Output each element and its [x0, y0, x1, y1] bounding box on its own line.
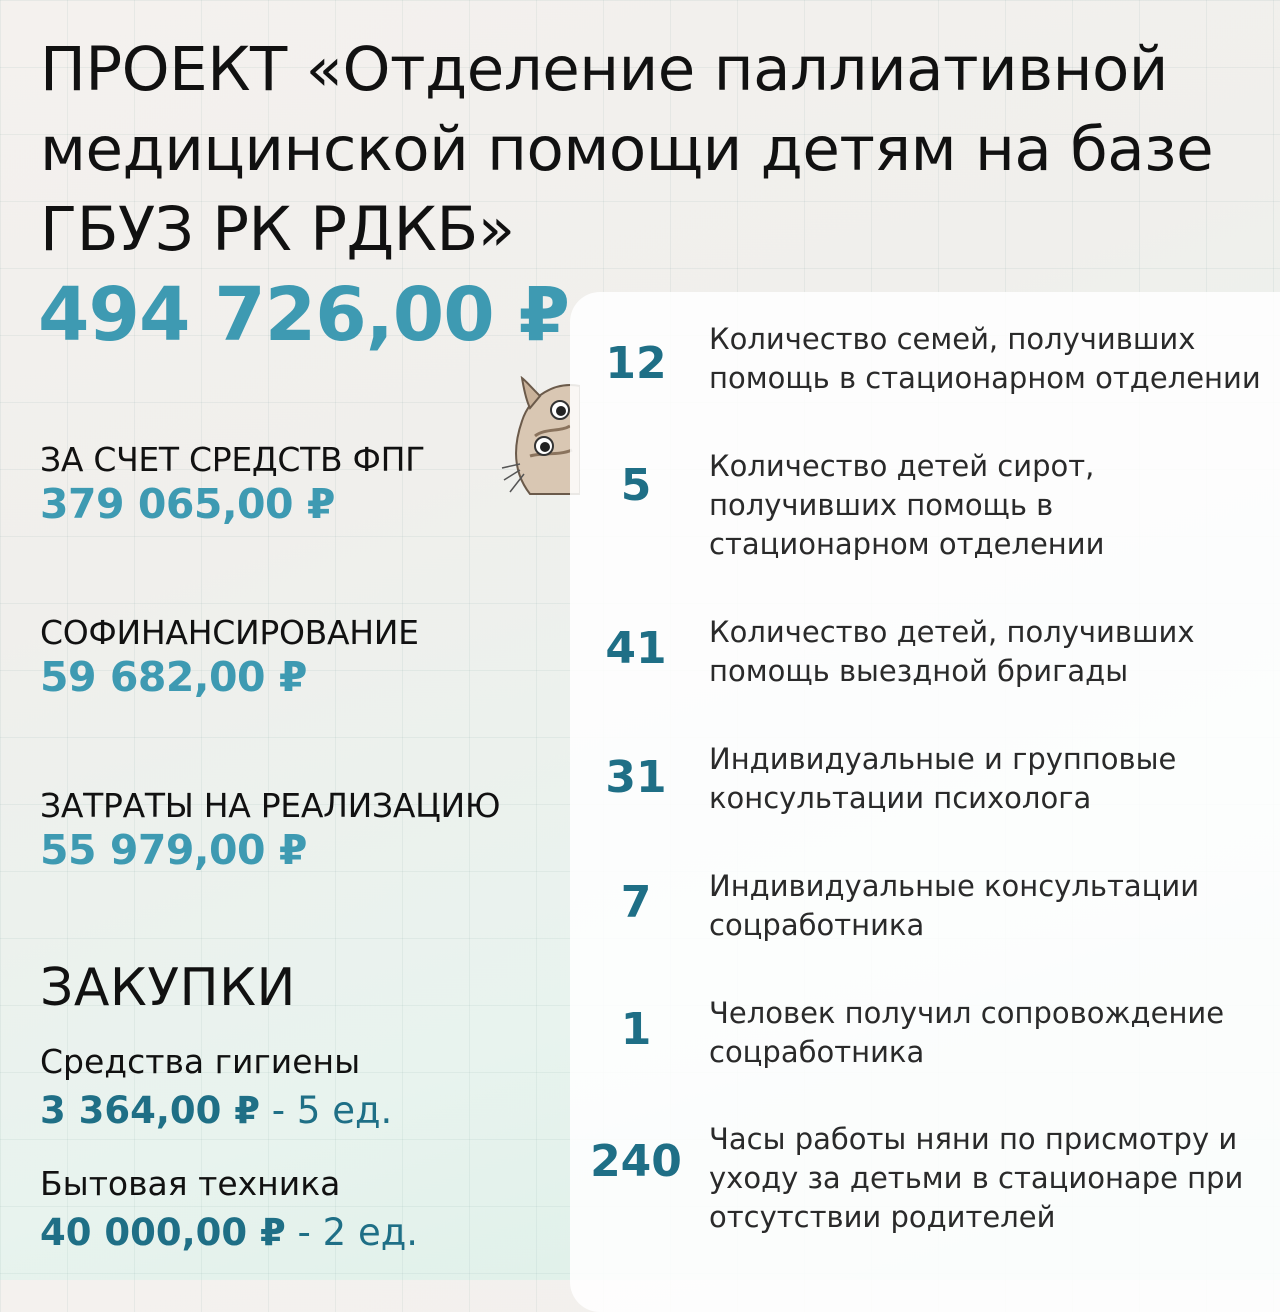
- stat-number: 12: [605, 338, 667, 389]
- funding-fpg: [40, 440, 425, 528]
- stat-description: Количество детей сирот, получивших помощь в стационарном отделении: [709, 449, 1105, 561]
- funding-label: ЗАТРАТЫ НА РЕАЛИЗАЦИЮ: [40, 786, 501, 825]
- stat-description: Часы работы няни по присмотру и уходу за детьми в стационаре при отсутствии родителей: [709, 1122, 1244, 1234]
- funding-value: 59 682,00 ₽: [40, 653, 307, 701]
- purchase-price: [40, 1088, 392, 1134]
- stat-number: 7: [620, 877, 652, 928]
- purchase-amount: 40 000,00 ₽: [40, 1211, 286, 1254]
- purchase-item-hygiene: [40, 1042, 392, 1134]
- purchase-qty: - 2 ед.: [285, 1211, 419, 1254]
- funding-label: СОФИНАНСИРОВАНИЕ: [40, 613, 419, 652]
- stat-number: 5: [620, 460, 652, 511]
- funding-cofinancing: [40, 613, 419, 701]
- purchase-price: [40, 1210, 418, 1256]
- purchase-qty: - 5 ед.: [260, 1089, 393, 1132]
- stat-description: Количество детей, получивших помощь выездной бригады: [709, 615, 1195, 688]
- funding-label: ЗА СЧЕТ СРЕДСТВ ФПГ: [40, 440, 425, 479]
- cat-mascot-icon: [500, 376, 580, 496]
- stat-description: Индивидуальные и групповые консультации психолога: [709, 742, 1177, 815]
- purchase-name: Средства гигиены: [40, 1042, 361, 1081]
- stat-number: 1: [620, 1004, 652, 1055]
- stat-description: Количество семей, получивших помощь в стационарном отделении: [709, 322, 1261, 395]
- stat-number: 240: [590, 1136, 682, 1187]
- funding-value: 55 979,00 ₽: [40, 826, 307, 874]
- purchase-name: Бытовая техника: [40, 1164, 341, 1203]
- funding-value: 379 065,00 ₽: [40, 480, 335, 528]
- project-title: ПРОЕКТ «Отделение паллиативной медицинской помощи детям на базе ГБУЗ РК РДКБ»: [40, 34, 1214, 265]
- stat-number: 41: [605, 623, 667, 674]
- purchase-amount: 3 364,00 ₽: [40, 1089, 261, 1132]
- purchase-item-appliances: [40, 1164, 418, 1256]
- total-amount: 494 726,00 ₽: [38, 272, 570, 358]
- purchases-title: ЗАКУПКИ: [40, 958, 296, 1018]
- funding-implementation: [40, 786, 500, 874]
- stat-description: Человек получил сопровождение соцработника: [709, 996, 1225, 1069]
- stat-description: Индивидуальные консультации соцработника: [709, 869, 1200, 942]
- stat-number: 31: [605, 752, 667, 803]
